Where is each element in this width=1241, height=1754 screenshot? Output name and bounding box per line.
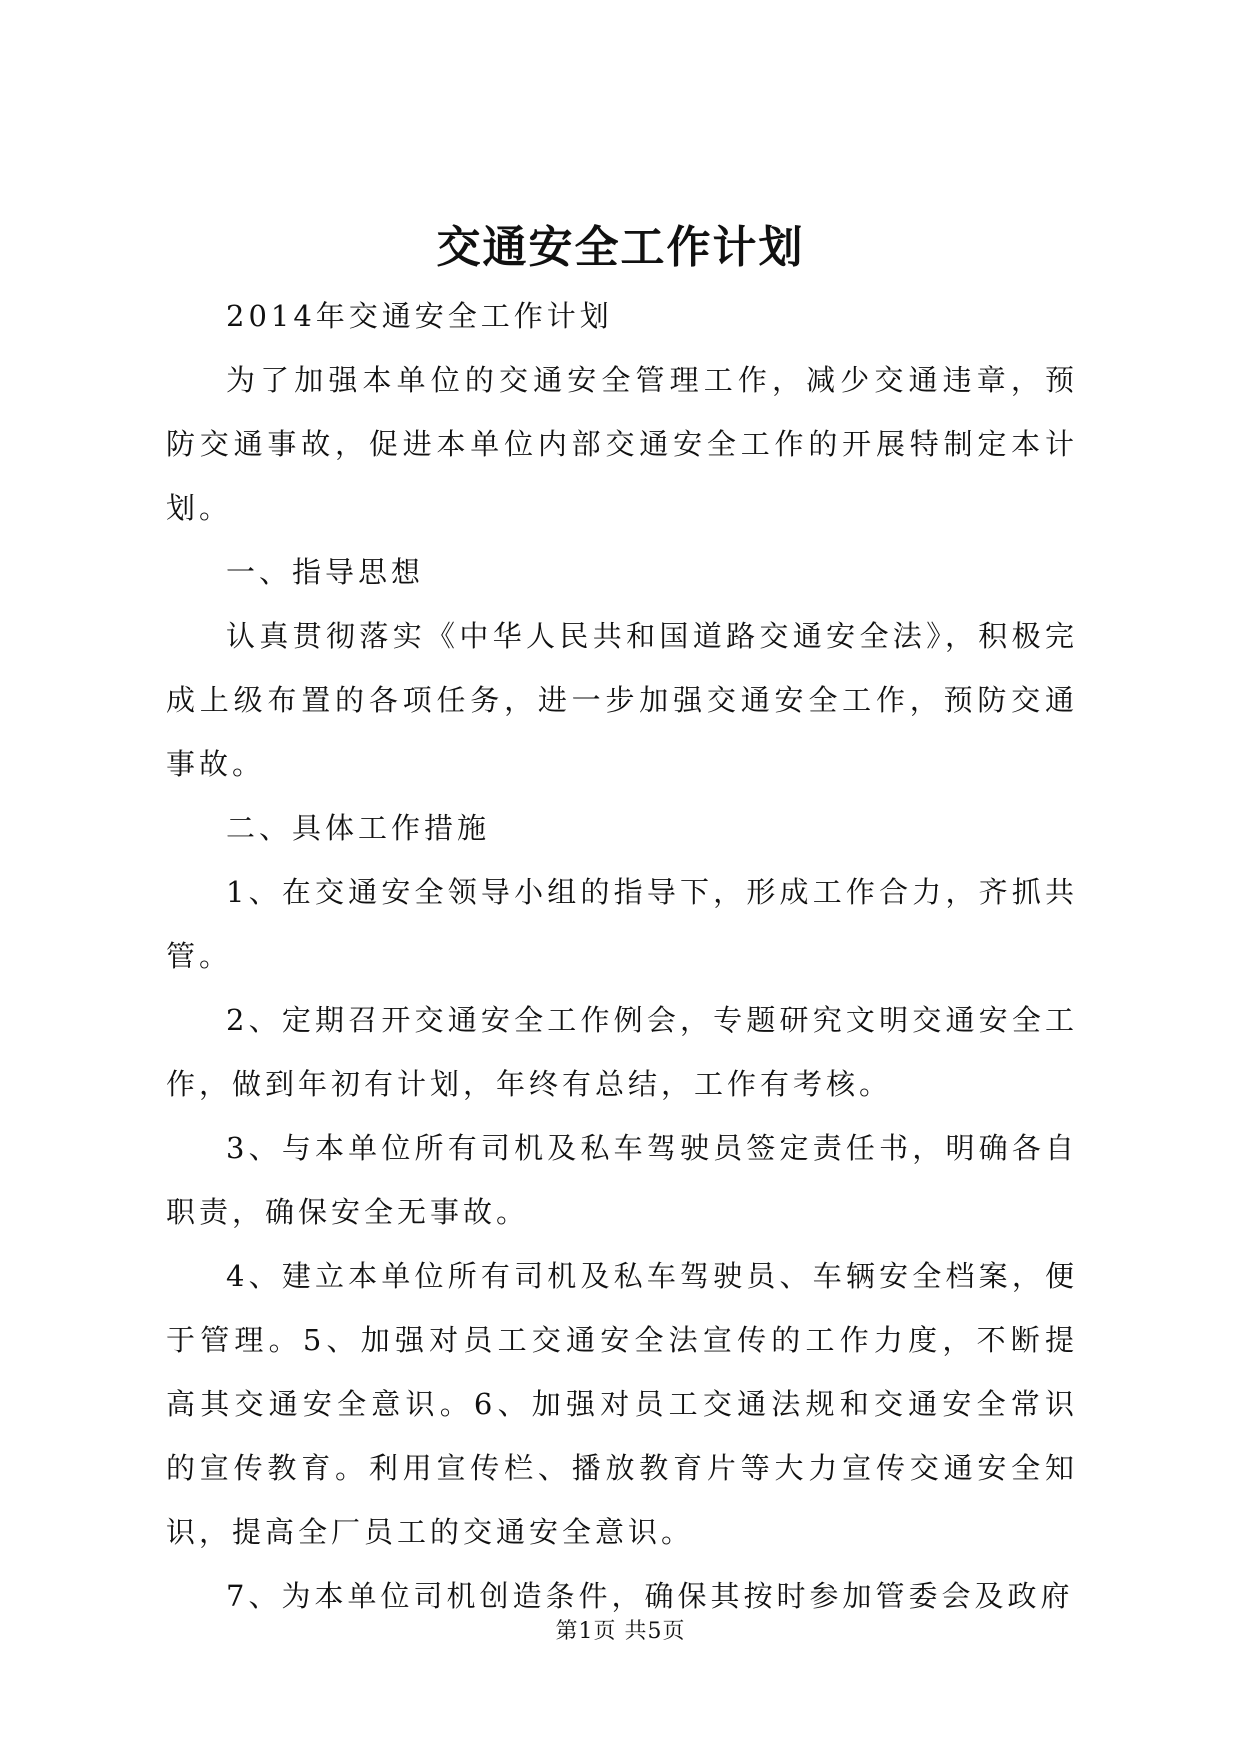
document-body xyxy=(166,284,1078,1628)
measure-item-4-6: 4、建立本单位所有司机及私车驾驶员、车辆安全档案，便于管理。5、加强对员工交通安全法宣传的工作力度，不断提高其交通安全意识。6、加强对员工交通法规和交通安全常识的宣传教育。利用宣传栏、播放教育片等大力宣传交通安全知识，提高全厂员工的交通安全意识。 xyxy=(166,1259,1078,1549)
page-footer xyxy=(0,1614,1241,1645)
document-title: 交通安全工作计划 xyxy=(436,222,805,273)
page-number-label: 第1页 共5页 xyxy=(555,1619,686,1644)
paragraph-subtitle: 2014年交通安全工作计划 xyxy=(226,299,613,333)
paragraph-guiding-ideology: 认真贯彻落实《中华人民共和国道路交通安全法》，积极完成上级布置的各项任务，进一步加强交通安全工作，预防交通事故。 xyxy=(166,619,1078,781)
section-heading-guiding-ideology: 一、指导思想 xyxy=(226,555,425,589)
measure-item-2: 2、定期召开交通安全工作例会，专题研究文明交通安全工作，做到年初有计划，年终有总结，工作有考核。 xyxy=(166,1003,1078,1101)
measure-item-7: 7、为本单位司机创造条件，确保其按时参加管委会及政府 xyxy=(226,1579,1074,1613)
paragraph-intro: 为了加强本单位的交通安全管理工作，减少交通违章，预防交通事故，促进本单位内部交通安全工作的开展特制定本计划。 xyxy=(166,363,1078,525)
section-heading-measures: 二、具体工作措施 xyxy=(226,811,491,845)
measure-item-1: 1、在交通安全领导小组的指导下，形成工作合力，齐抓共管。 xyxy=(166,875,1078,973)
measure-item-3: 3、与本单位所有司机及私车驾驶员签定责任书，明确各自职责，确保安全无事故。 xyxy=(166,1131,1078,1229)
